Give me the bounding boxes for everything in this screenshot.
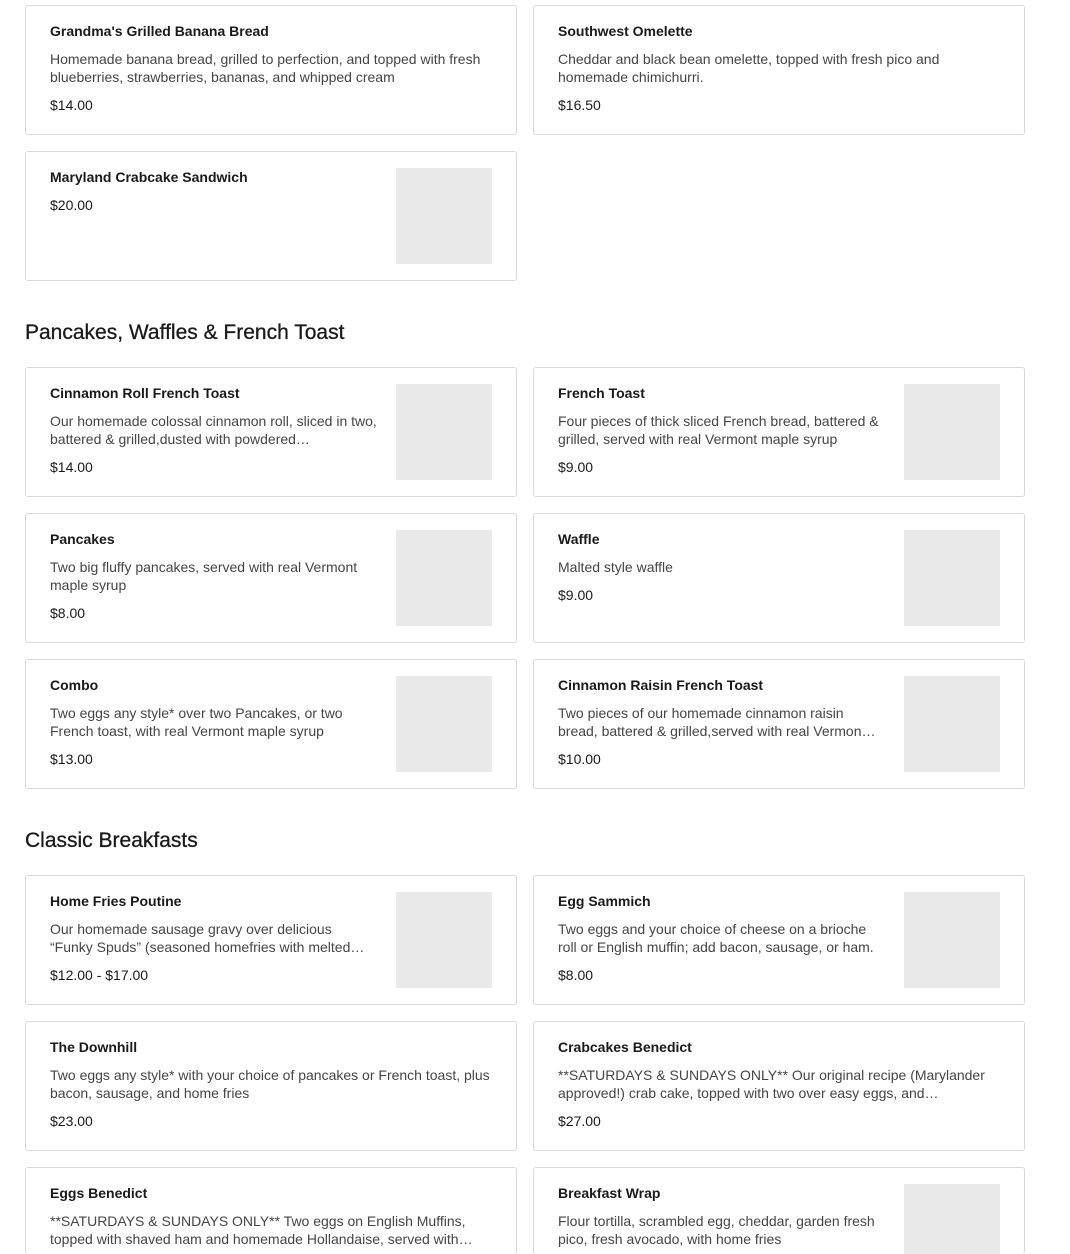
menu-item-text [558,1038,998,1130]
menu-item-text [50,530,377,622]
menu-item-name: French Toast [558,385,645,401]
menu-item-text [50,168,377,214]
menu-item-text [558,384,885,476]
menu-item-image [904,530,1000,626]
menu-item-image [904,384,1000,480]
menu-item-image [396,676,492,772]
menu-item-name: Maryland Crabcake Sandwich [50,169,248,185]
menu-item-text [50,892,377,984]
menu-item-text [50,1038,490,1130]
menu-item-text [558,676,885,768]
menu-item-text [558,892,885,984]
menu-item-image [396,384,492,480]
menu-item-name: Breakfast Wrap [558,1185,661,1201]
menu-item-text [50,676,377,768]
menu-item-image [396,892,492,988]
menu-item-name: Egg Sammich [558,893,651,909]
menu-item-card[interactable] [25,1021,517,1151]
menu-item-card[interactable] [533,5,1025,135]
menu-item-text [558,22,998,114]
menu-item-price: $13.00 [50,751,93,767]
menu-item-price: $8.00 [50,605,86,621]
menu-item-name: Eggs Benedict [50,1185,148,1201]
section-heading: Classic Breakfasts [25,829,198,852]
menu-item-name: Southwest Omelette [558,23,693,39]
menu-item-card[interactable] [25,5,517,135]
menu-item-card[interactable] [25,367,517,497]
menu-item-text [50,22,490,114]
menu-item-card[interactable] [25,513,517,643]
menu-item-image [396,530,492,626]
menu-item-description: Our homemade sausage gravy over delicious “Funky Spuds” (seasoned homefries with melted… [50,921,365,955]
menu-item-text [558,1184,885,1248]
menu-item-card[interactable] [533,659,1025,789]
menu-item-description: Two eggs and your choice of cheese on a brioche roll or English muffin; add bacon, sausage, or ham. [558,921,874,955]
menu-item-image [904,892,1000,988]
menu-item-description: **SATURDAYS & SUNDAYS ONLY** Our original recipe (Marylander approved!) crab cake, topped with two over easy eggs, and… [558,1067,985,1101]
menu-item-name: Combo [50,677,99,693]
menu-item-description: **SATURDAYS & SUNDAYS ONLY** Two eggs on English Muffins, topped with shaved ham and homemade Hollandaise, served with… [50,1213,473,1247]
menu-item-text [50,1184,490,1248]
menu-item-description: Malted style waffle [558,559,673,575]
menu-item-image [904,1184,1000,1254]
menu-item-card[interactable] [533,1167,1025,1254]
menu-item-card[interactable] [25,659,517,789]
menu-item-card[interactable] [533,1021,1025,1151]
section-heading: Pancakes, Waffles & French Toast [25,321,345,344]
menu-item-card[interactable] [533,367,1025,497]
menu-item-name: Waffle [558,531,600,547]
menu-item-price: $14.00 [50,97,93,113]
menu-item-name: The Downhill [50,1039,138,1055]
menu-item-card[interactable] [533,513,1025,643]
menu-item-card[interactable] [25,1167,517,1254]
menu-item-price: $14.00 [50,459,93,475]
menu-item-description: Two eggs any style* over two Pancakes, or two French toast, with real Vermont maple syrup [50,705,343,739]
menu-item-price: $12.00 - $17.00 [50,967,149,983]
menu-item-description: Flour tortilla, scrambled egg, cheddar, garden fresh pico, fresh avocado, with home fries [558,1213,875,1247]
menu-item-description: Our homemade colossal cinnamon roll, sliced in two, battered & grilled,dusted with powdered… [50,413,377,447]
menu-item-text [558,530,885,604]
menu-item-card[interactable] [25,875,517,1005]
menu-item-price: $8.00 [558,967,594,983]
menu-item-name: Home Fries Poutine [50,893,182,909]
menu-item-image [396,168,492,264]
menu-item-image [904,676,1000,772]
menu-item-card[interactable] [533,875,1025,1005]
menu-item-price: $20.00 [50,197,93,213]
menu-item-name: Crabcakes Benedict [558,1039,692,1055]
menu-item-card[interactable] [25,151,517,281]
menu-item-name: Grandma's Grilled Banana Bread [50,23,269,39]
menu-item-description: Two big fluffy pancakes, served with real Vermont maple syrup [50,559,358,593]
menu-item-price: $16.50 [558,97,601,113]
menu-item-price: $9.00 [558,587,594,603]
menu-item-price: $10.00 [558,751,601,767]
menu-item-name: Cinnamon Raisin French Toast [558,677,764,693]
menu-item-description: Four pieces of thick sliced French bread, battered & grilled, served with real Vermont maple syrup [558,413,879,447]
menu-item-text [50,384,377,476]
menu-item-price: $9.00 [558,459,594,475]
menu-item-description: Homemade banana bread, grilled to perfection, and topped with fresh blueberries, strawberries, bananas, and whipped cream [50,51,481,85]
menu-item-description: Two pieces of our homemade cinnamon raisin bread, battered & grilled,served with real Vermon… [558,705,876,739]
menu-item-description: Two eggs any style* with your choice of pancakes or French toast, plus bacon, sausage, and home fries [50,1067,490,1101]
menu-item-price: $27.00 [558,1113,601,1129]
menu-item-price: $23.00 [50,1113,93,1129]
menu-item-name: Pancakes [50,531,115,547]
menu-item-name: Cinnamon Roll French Toast [50,385,240,401]
menu-item-description: Cheddar and black bean omelette, topped with fresh pico and homemade chimichurri. [558,51,940,85]
